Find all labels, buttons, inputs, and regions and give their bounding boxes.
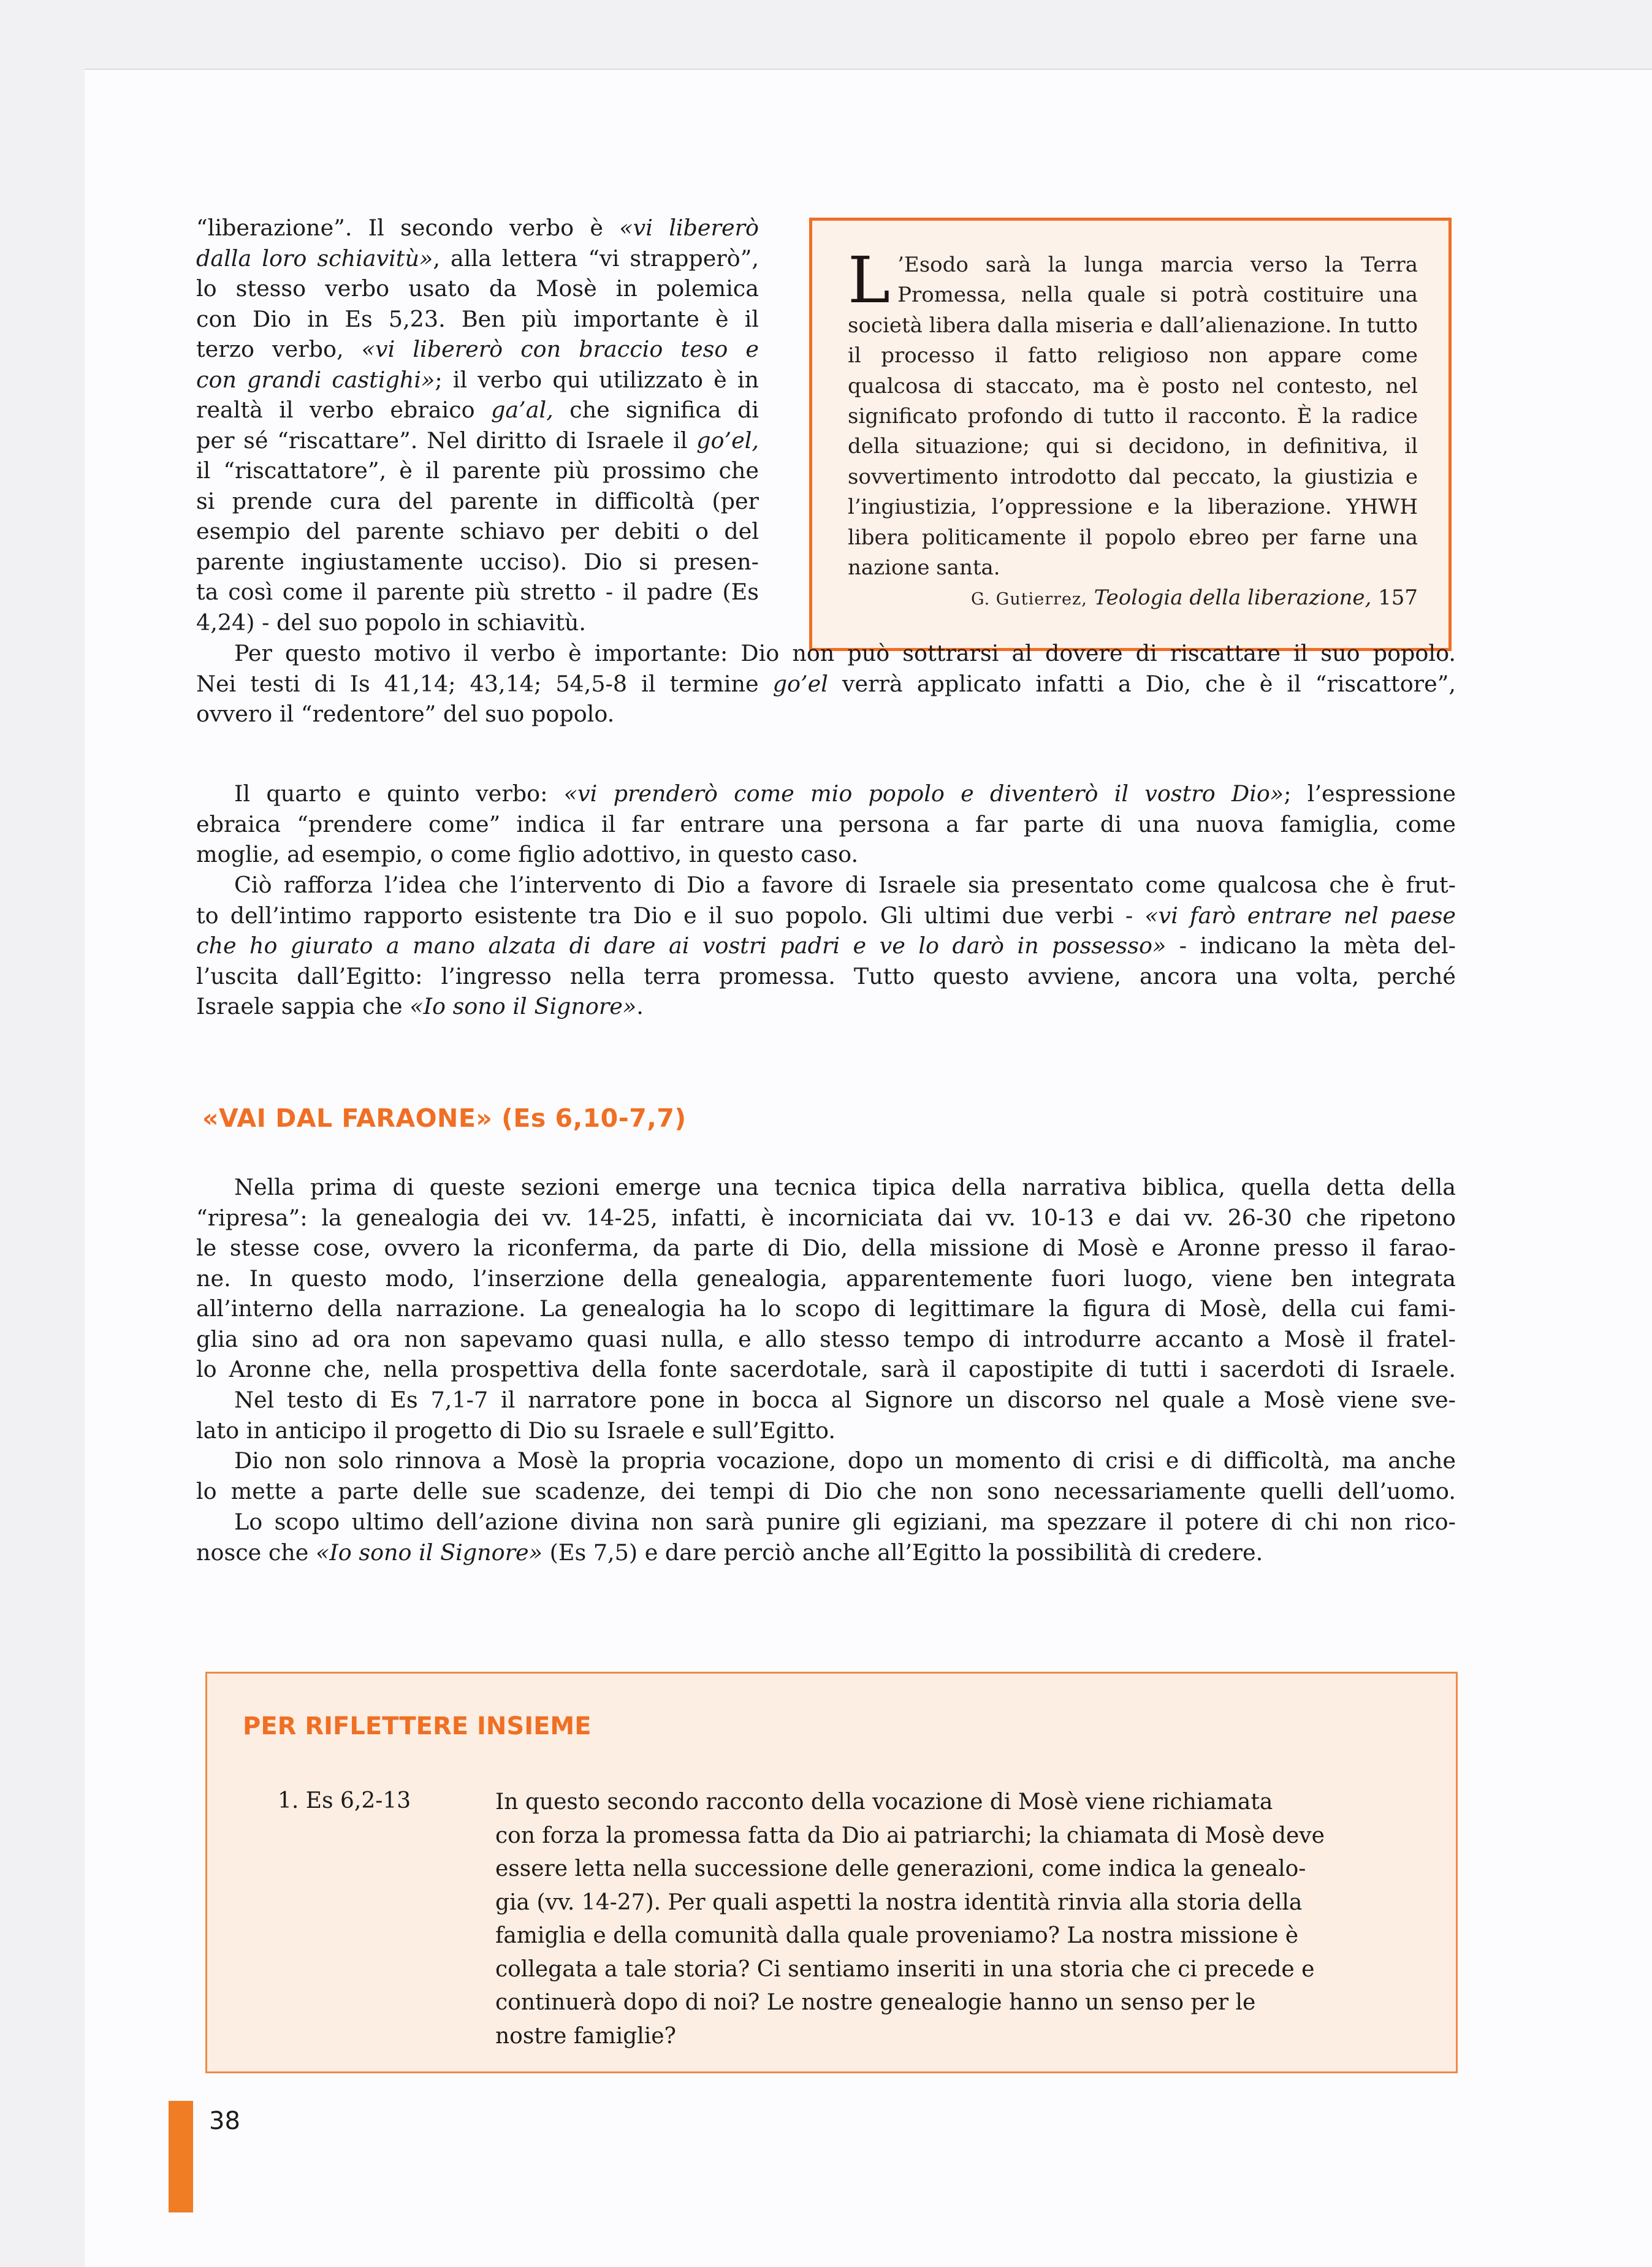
text-line: terzo verbo, «vi libererò con braccio teso e bbox=[196, 336, 759, 362]
text-line: lo stesso verbo usato da Mosè in polemica bbox=[196, 275, 759, 302]
reflection-box bbox=[205, 1672, 1458, 2073]
text-line: si prende cura del parente in difficoltà (per bbox=[196, 487, 759, 514]
paragraph: Per questo motivo il verbo è importante: Dio non può sottrarsi al dovere di riscattare il suo popolo. Nei testi di Is 41,14; 43,14; 54,5-8 il termine go’el verrà applicato infatti a Dio, che è il “riscattore”, ovvero il “redentore” del suo popolo. bbox=[196, 640, 1456, 727]
text-line: realtà il verbo ebraico ga’al, che significa di bbox=[196, 397, 759, 423]
paragraph: Ciò rafforza l’idea che l’intervento di Dio a favore di Israele sia presentato come qualcosa che è frut- to dell’intimo rapporto esistente tra Dio e il suo popolo. Gli ultimi due verbi - «vi farò entrare nel paese che ho giurato a mano alzata di dare ai vostri padri e ve lo darò in possesso» - indicano la mèta del- l’uscita dall’Egitto: l’ingresso nella terra promessa. Tutto questo avviene, ancora una volta, perché Israele sappia che «Io sono il Signore». bbox=[196, 872, 1456, 1019]
quote-citation: G. Gutierrez, Teologia della liberazione, 157 bbox=[971, 585, 1418, 611]
paragraph: Il quarto e quinto verbo: «vi prenderò come mio popolo e diventerò il vostro Dio»; l’espressione ebraica “prendere come” indica il far entrare una persona a far parte di una nuova famiglia, come moglie, ad esempio, o come figlio adottivo, in questo caso. bbox=[196, 780, 1456, 867]
question-text: In questo secondo racconto della vocazione di Mosè viene richiamata con forza la promessa fatta da Dio ai patriarchi; la chiamata di Mosè deve essere letta nella successione delle generazioni, come indica la genealo- gia (vv. 14-27). Per quali aspetti la nostra identità rinvia alla storia della famiglia e della comunità dalla quale proveniamo? La nostra missione è collegata a tale storia? Ci sentiamo inseriti in una storia che ci precede e continuerà dopo di noi? Le nostre genealogie hanno un senso per le nostre famiglie? bbox=[495, 1789, 1325, 2049]
text-line: 4,24) - del suo popolo in schiavitù. bbox=[196, 609, 587, 636]
text-line: il “riscattatore”, è il parente più prossimo che bbox=[196, 457, 759, 484]
text-line: parente ingiustamente ucciso). Dio si presen- bbox=[196, 548, 759, 575]
paragraph: Dio non solo rinnova a Mosè la propria vocazione, dopo un momento di crisi e di difficoltà, ma anche lo mette a parte delle sue scadenze, dei tempi di Dio che non sono necessariamente quelli dell’uomo. bbox=[196, 1447, 1456, 1504]
paragraph: Nella prima di queste sezioni emerge una tecnica tipica della narrativa biblica, quella detta della “ripresa”: la genealogia dei vv. 14-25, infatti, è incorniciata dai vv. 10-13 e dai vv. 26-30 che ripetono le stesse cose, ovvero la riconferma, da parte di Dio, della missione di Mosè e Aronne presso il farao- ne. In questo modo, l’inserzione della genealogia, apparentemente fuori luogo, viene ben integrata all’interno della narrazione. La genealogia ha lo scopo di legittimare la figura di Mosè, della cui fami- glia sino ad ora non sapevamo quasi nulla, e allo stesso tempo di introdurre accanto a Mosè il fratel- lo Aronne che, nella prospettiva della fonte sacerdotale, sarà il capostipite di tutti i sacerdoti di Israele. bbox=[196, 1174, 1456, 1382]
page-number: 38 bbox=[209, 2107, 240, 2135]
text-line: ta così come il parente più stretto - il padre (Es bbox=[196, 579, 759, 605]
question-number: 1. Es 6,2-13 bbox=[278, 1788, 411, 1813]
text-line: dalla loro schiavitù», alla lettera “vi strapperò”, bbox=[196, 245, 759, 272]
column-text bbox=[196, 213, 759, 638]
text-line: con grandi castighi»; il verbo qui utilizzato è in bbox=[196, 366, 759, 393]
text-line: “liberazione”. Il secondo verbo è «vi libererò bbox=[196, 215, 759, 241]
reflection-title: PER RIFLETTERE INSIEME bbox=[243, 1712, 592, 1740]
text-line: esempio del parente schiavo per debiti o del bbox=[196, 518, 759, 544]
quote-box bbox=[809, 218, 1452, 651]
text-line: con Dio in Es 5,23. Ben più importante è il bbox=[196, 305, 759, 332]
page-number-bar bbox=[169, 2101, 193, 2212]
section-heading: «VAI DAL FARAONE» (Es 6,10-7,7) bbox=[202, 1103, 687, 1133]
text-line: per sé “riscattare”. Nel diritto di Israele il go’el, bbox=[196, 427, 759, 454]
quote-text: ’Esodo sarà la lunga marcia verso la Terra Promessa, nella quale si potrà costituire una società libera dalla miseria e dall’alienazione. In tutto il processo il fatto religioso non appare come qualcosa di staccato, ma è posto nel contesto, nel significato profondo di tutto il racconto. È la radice della situazione; qui si decidono, in definitiva, il sovvertimento introdotto dal peccato, la giustizia e l’ingiustizia, l’oppressione e la liberazione. YHWH libera politicamente il popolo ebreo per farne una nazione santa. bbox=[848, 253, 1418, 581]
paragraph: Nel testo di Es 7,1-7 il narratore pone in bocca al Signore un discorso nel quale a Mosè viene sve- lato in anticipo il progetto di Dio su Israele e sull’Egitto. bbox=[196, 1387, 1456, 1444]
paragraph: Lo scopo ultimo dell’azione divina non sarà punire gli egiziani, ma spezzare il potere di chi non rico- nosce che «Io sono il Signore» (Es 7,5) e dare perciò anche all’Egitto la possibilità di credere. bbox=[196, 1509, 1456, 1566]
drop-cap: L bbox=[848, 243, 891, 318]
